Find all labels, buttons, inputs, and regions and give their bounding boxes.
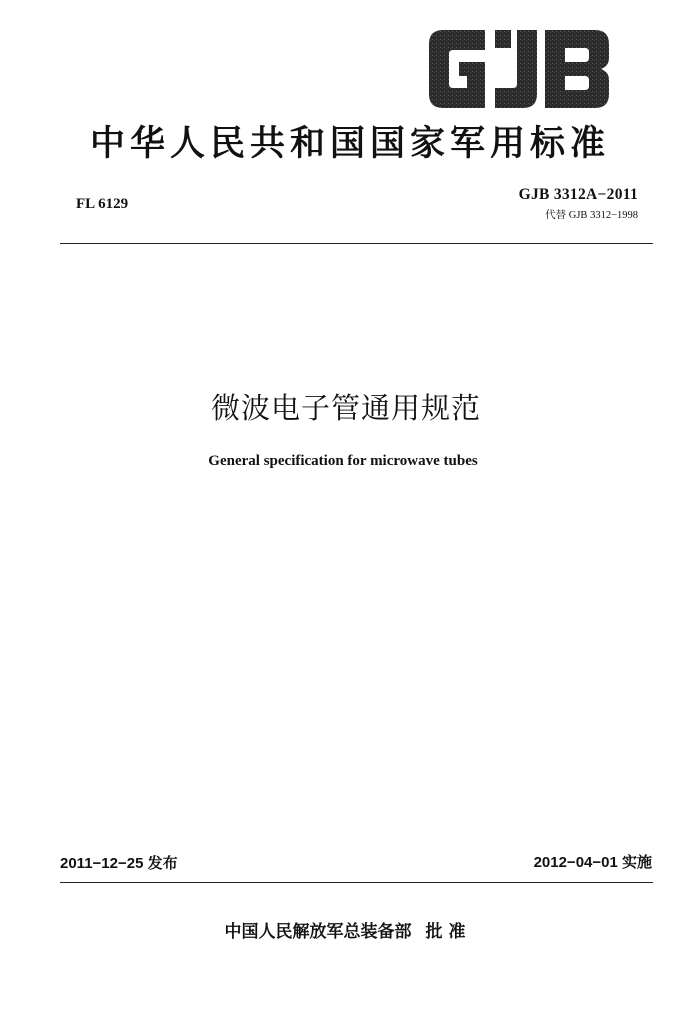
- standard-number-block: [519, 186, 638, 222]
- gjb-logo-graphic: [423, 26, 615, 112]
- replaces-note: 代替 GJB 3312−1998: [545, 210, 638, 221]
- gjb-logo: [423, 26, 615, 112]
- implementation-date: 2012−04−01 实施: [533, 854, 652, 871]
- document-title-cn: 微波电子管通用规范: [210, 391, 481, 425]
- top-divider: [60, 243, 653, 244]
- classification-code: FL 6129: [76, 196, 129, 212]
- approve-word: 批 准: [425, 922, 466, 942]
- standard-number: GJB 3312A−2011: [518, 186, 638, 203]
- issue-date: 2011−12−25 发布: [60, 855, 178, 872]
- national-standard-title: 中华人民共和国国家军用标准: [89, 123, 610, 164]
- bottom-divider: [60, 882, 653, 883]
- document-title-en: General specification for microwave tubes: [208, 453, 478, 469]
- approver: 中国人民解放军总装备部: [224, 922, 412, 942]
- approval-line: [0, 917, 700, 942]
